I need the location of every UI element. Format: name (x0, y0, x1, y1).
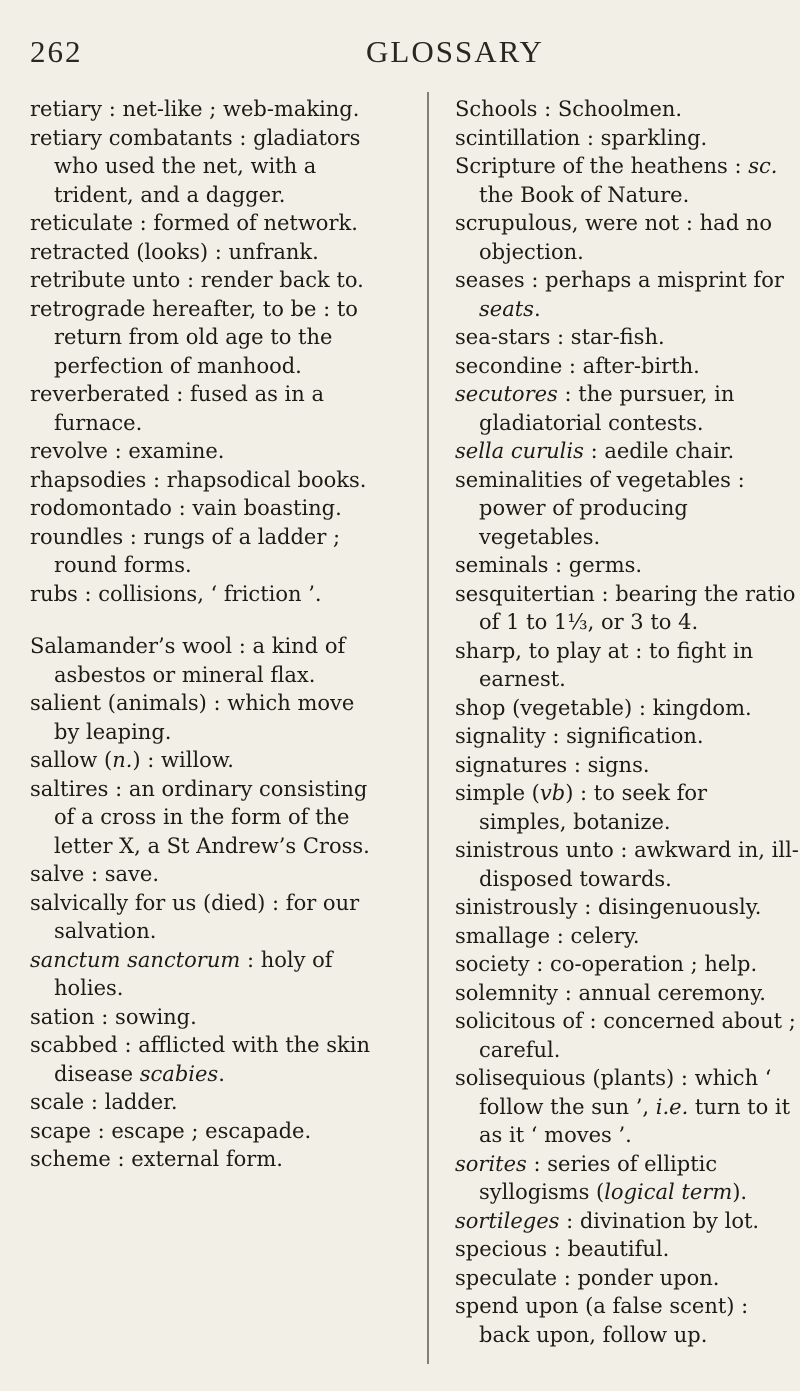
glossary-entry (455, 950, 800, 979)
glossary-entry (455, 1007, 800, 1064)
glossary-entry (455, 580, 800, 637)
glossary-entry (30, 632, 375, 689)
entry-text: seases : perhaps a misprint for (455, 268, 784, 292)
glossary-entry (30, 1031, 375, 1088)
glossary-entry (455, 152, 800, 209)
entry-text: retiary combatants : gladiators who used the net, with a trident, and a dagger. (30, 125, 361, 207)
entry-text: reticulate : formed of network. (30, 211, 358, 235)
entry-text: retracted (looks) : unfrank. (30, 239, 319, 264)
glossary-entry (455, 694, 800, 723)
glossary-entry (30, 946, 375, 1003)
entry-text: sallow ( (30, 748, 113, 772)
entry-italic-text: seats (479, 296, 534, 321)
running-title: GLOSSARY (366, 34, 544, 69)
page-header (30, 34, 770, 82)
column-divider (427, 92, 429, 1364)
entry-italic-text: sortileges (455, 1208, 560, 1233)
entry-text: Schools : Schoolmen. (455, 97, 683, 121)
glossary-entry (455, 722, 800, 751)
glossary-entry (455, 1235, 800, 1264)
entry-text: sea-stars : star-fish. (455, 325, 665, 349)
entry-text: Scripture of the heathens : (455, 154, 749, 178)
entry-text: specious : beautiful. (455, 1237, 670, 1261)
entry-italic-text: n. (112, 748, 133, 772)
glossary-entry (455, 1292, 800, 1349)
left-column (30, 95, 375, 1174)
glossary-entry (30, 523, 375, 580)
entry-text: ) : willow. (132, 748, 234, 772)
glossary-entry (455, 637, 800, 694)
entry-italic-text: sorites (455, 1151, 527, 1176)
glossary-entry (455, 922, 800, 951)
entry-text: salve : save. (30, 862, 159, 886)
entry-text: reverberated : fused as in a furnace. (30, 382, 324, 435)
glossary-entry (455, 1264, 800, 1293)
entry-text: sinistrously : disingenuously. (455, 895, 762, 919)
entry-text: revolve : examine. (30, 439, 225, 463)
glossary-entry (30, 746, 375, 775)
entry-text: signality : signification. (455, 724, 704, 748)
entry-text: scabbed : afflicted with the skin disease (30, 1033, 370, 1086)
glossary-entry (30, 266, 375, 295)
entry-text: scheme : external form. (30, 1147, 283, 1171)
entry-text: seminalities of vegetables : power of producing vegetables. (455, 467, 745, 549)
entry-italic-text: i.e. (655, 1094, 689, 1119)
glossary-entry (455, 551, 800, 580)
glossary-entry (30, 295, 375, 381)
glossary-entry (30, 1003, 375, 1032)
glossary-entry (455, 1150, 800, 1207)
glossary-entry (30, 580, 375, 609)
right-column (455, 95, 800, 1349)
entry-text: solemnity : annual ceremony. (455, 980, 766, 1005)
entry-text: ). (732, 1180, 748, 1204)
entry-text: turn to it as it ‘ moves ’. (479, 1094, 791, 1147)
glossary-entry (30, 95, 375, 124)
glossary-entry (455, 380, 800, 437)
entry-text: rhapsodies : rhapsodical books. (30, 467, 367, 492)
entry-text: sinistrous unto : awkward in, ill-disposed towards. (455, 838, 799, 891)
entry-text: saltires : an ordinary consisting of a cross in the form of the letter X, a St Andrew’s Cross. (30, 776, 370, 858)
glossary-entry (455, 979, 800, 1008)
glossary-entry (455, 124, 800, 153)
entry-text: sesquitertian : bearing the ratio of 1 to 1⅓, or 3 to 4. (455, 581, 796, 634)
glossary-entry (30, 437, 375, 466)
entry-text: . (533, 296, 541, 321)
glossary-entry (30, 860, 375, 889)
entry-text: : aedile chair. (583, 439, 735, 463)
entry-text: seminals : germs. (455, 553, 643, 577)
entry-italic-text: scabies (139, 1061, 219, 1086)
entry-text: ) : to seek for simples, botanize. (479, 781, 708, 834)
entry-italic-text: sc. (748, 154, 778, 178)
entry-text: scintillation : sparkling. (455, 125, 708, 150)
entry-text: signatures : signs. (455, 752, 650, 777)
glossary-entry (455, 893, 800, 922)
glossary-entry (455, 266, 800, 323)
entry-text: scape : escape ; escapade. (30, 1118, 312, 1143)
entry-text: solisequious (plants) : which ‘ follow the sun ’, (455, 1066, 772, 1119)
entry-text: smallage : celery. (455, 923, 640, 948)
glossary-entry (455, 95, 800, 124)
glossary-entry (455, 779, 800, 836)
glossary-entry (30, 1088, 375, 1117)
section-gap (30, 608, 375, 632)
entry-text: roundles : rungs of a ladder ; round forms. (30, 524, 341, 577)
entry-text: retrograde hereafter, to be : to return from old age to the perfection of manhood. (30, 296, 358, 378)
entry-text: rodomontado : vain boasting. (30, 496, 342, 520)
entry-text: : divination by lot. (559, 1208, 760, 1233)
entry-text: speculate : ponder upon. (455, 1265, 720, 1290)
entry-italic-text: vb (539, 781, 566, 805)
entry-text: scrupulous, were not : had no objection. (455, 211, 772, 264)
glossary-entry (30, 238, 375, 267)
glossary-entry (30, 466, 375, 495)
entry-text: : the pursuer, in gladiatorial contests. (479, 382, 735, 435)
entry-text: shop (vegetable) : kingdom. (455, 695, 752, 720)
glossary-entry (455, 466, 800, 552)
glossary-entry (455, 437, 800, 466)
entry-italic-text: sanctum sanctorum (30, 947, 241, 972)
glossary-entry (30, 380, 375, 437)
glossary-entry (30, 775, 375, 861)
glossary-entry (30, 209, 375, 238)
glossary-entry (455, 1064, 800, 1150)
entry-italic-text: logical term (604, 1180, 733, 1204)
glossary-entry (455, 209, 800, 266)
entry-text: salvically for us (died) : for our salvation. (30, 890, 360, 943)
glossary-entry (455, 751, 800, 780)
glossary-entry (30, 689, 375, 746)
entry-text: sation : sowing. (30, 1004, 197, 1029)
entry-text: salient (animals) : which move by leaping. (30, 691, 355, 744)
entry-text: simple ( (455, 781, 540, 805)
entry-text: retiary : net-like ; web-making. (30, 97, 360, 121)
entry-text: rubs : collisions, ‘ friction ’. (30, 581, 322, 606)
entry-italic-text: sella curulis (455, 439, 584, 463)
entry-text: secondine : after-birth. (455, 353, 700, 378)
entry-text: : series of elliptic syllogisms ( (479, 1151, 718, 1204)
entry-text: the Book of Nature. (479, 182, 690, 207)
glossary-entry (30, 494, 375, 523)
entry-text: society : co-operation ; help. (455, 952, 758, 976)
glossary-entry (455, 1207, 800, 1236)
glossary-entry (30, 889, 375, 946)
entry-text: : holy of holies. (54, 947, 333, 1000)
glossary-entry (30, 1117, 375, 1146)
page-number: 262 (30, 34, 83, 69)
entry-text: solicitous of : concerned about ; careful. (455, 1009, 796, 1062)
entry-text: . (218, 1061, 225, 1086)
glossary-entry (455, 323, 800, 352)
glossary-entry (455, 352, 800, 381)
entry-text: Salamander’s wool : a kind of asbestos or mineral flax. (30, 634, 346, 687)
glossary-entry (30, 124, 375, 210)
entry-italic-text: secutores (455, 382, 558, 406)
entry-text: spend upon (a false scent) : back upon, follow up. (455, 1294, 749, 1347)
entry-text: sharp, to play at : to fight in earnest. (455, 638, 754, 691)
entry-text: retribute unto : render back to. (30, 268, 364, 292)
glossary-entry (30, 1145, 375, 1174)
entry-text: scale : ladder. (30, 1090, 178, 1114)
glossary-entry (455, 836, 800, 893)
